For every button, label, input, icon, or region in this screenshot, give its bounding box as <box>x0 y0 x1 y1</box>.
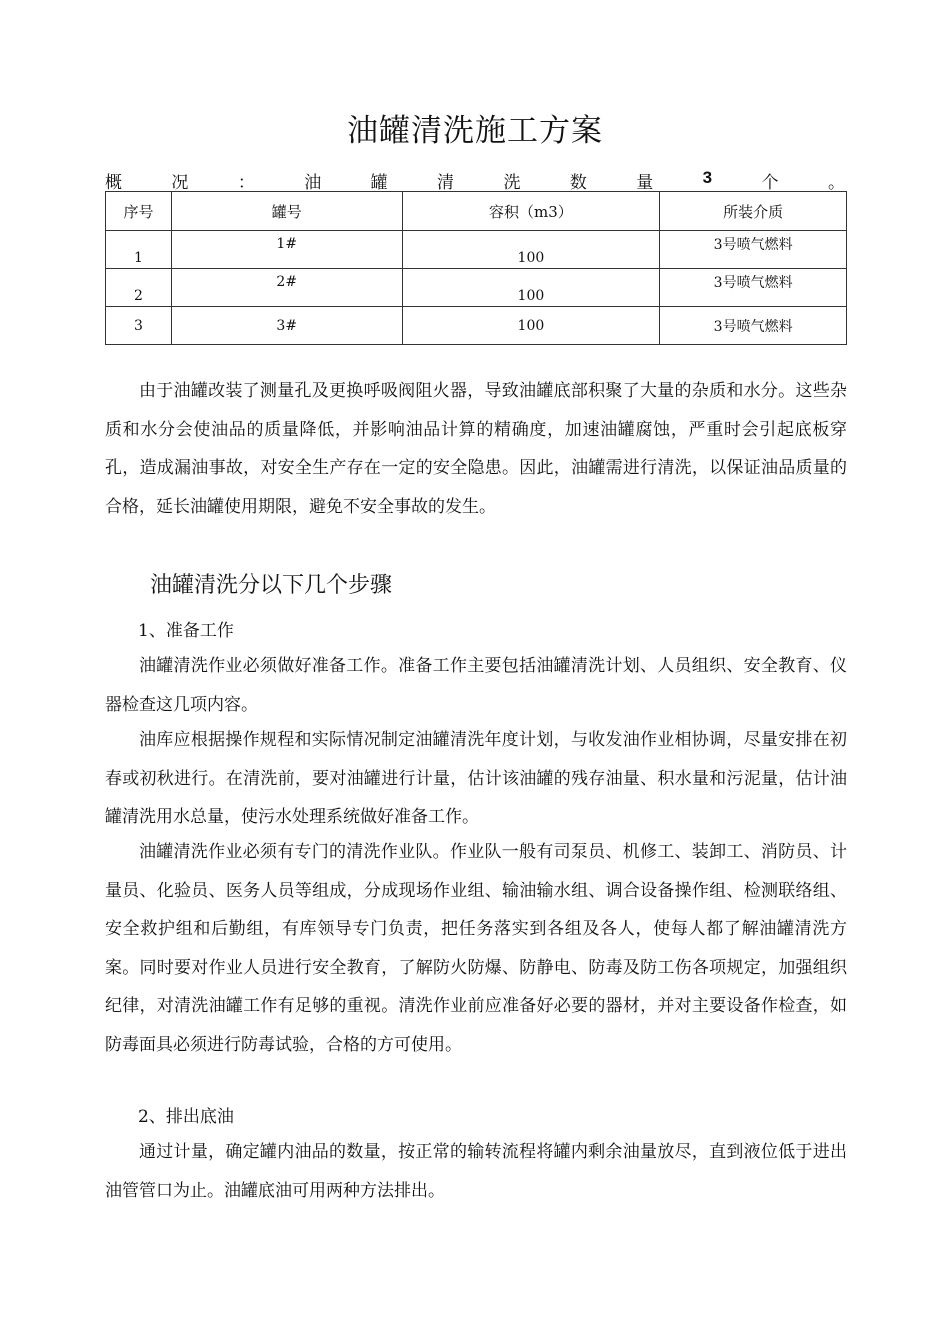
cell-no: 2 <box>106 269 172 307</box>
overview-char: 概 <box>105 173 122 193</box>
overview-char: 。 <box>827 173 845 193</box>
steps-heading: 油罐清洗分以下几个步骤 <box>150 573 393 598</box>
overview-char: 油 <box>304 173 322 193</box>
overview-char: 况 <box>171 173 189 193</box>
overview-char: 3 <box>702 168 713 187</box>
cell-medium: 3号喷气燃料 <box>660 269 847 307</box>
cell-volume: 100 <box>402 269 660 307</box>
table-row <box>106 231 847 269</box>
cell-medium: 3号喷气燃料 <box>660 307 847 345</box>
overview-char: 数 <box>569 173 587 193</box>
cell-volume: 100 <box>402 231 660 269</box>
header-tank: 罐号 <box>171 192 402 231</box>
overview-char: 个 <box>761 173 779 193</box>
cell-tank: 3# <box>171 307 402 345</box>
header-volume: 容积（m3） <box>402 192 660 231</box>
overview-char: 罐 <box>370 173 388 193</box>
cell-volume: 100 <box>402 307 660 345</box>
table-row <box>106 269 847 307</box>
step1-paragraph-1: 油罐清洗作业必须做好准备工作。准备工作主要包括油罐清洗计划、人员组织、安全教育、仪器检查这几项内容。 <box>105 656 847 715</box>
overview-char: ： <box>237 173 255 193</box>
cell-no: 1 <box>106 231 172 269</box>
document-title: 油罐清洗施工方案 <box>347 113 603 149</box>
table-header-row <box>106 192 847 231</box>
table-row <box>106 307 847 345</box>
step2-paragraph-1: 通过计量，确定罐内油品的数量，按正常的输转流程将罐内剩余油量放尽，直到液位低于进出油管管口为止。油罐底油可用两种方法排出。 <box>105 1142 847 1201</box>
step1-paragraph-2: 油库应根据操作规程和实际情况制定油罐清洗年度计划，与收发油作业相协调，尽量安排在初春或初秋进行。在清洗前，要对油罐进行计量，估计该油罐的残存油量、积水量和污泥量，估计油罐清洗用水总量，使污水处理系统做好准备工作。 <box>105 730 847 827</box>
header-no: 序号 <box>106 192 172 231</box>
header-medium: 所装介质 <box>660 192 847 231</box>
intro-paragraph: 由于油罐改装了测量孔及更换呼吸阀阻火器，导致油罐底部积聚了大量的杂质和水分。这些杂质和水分会使油品的质量降低，并影响油品计算的精确度，加速油罐腐蚀，严重时会引起底板穿孔，造成漏油事故，对安全生产存在一定的安全隐患。因此，油罐需进行清洗，以保证油品质量的合格，延长油罐使用期限，避免不安全事故的发生。 <box>105 381 847 517</box>
tank-table <box>105 191 847 345</box>
cell-no: 3 <box>106 307 172 345</box>
overview-char: 洗 <box>503 173 521 193</box>
step1-heading: 1、准备工作 <box>138 621 234 641</box>
cell-medium: 3号喷气燃料 <box>660 231 847 269</box>
overview-char: 量 <box>636 173 654 193</box>
cell-tank: 2# <box>171 269 402 307</box>
cell-tank: 1# <box>171 231 402 269</box>
step1-paragraph-3: 油罐清洗作业必须有专门的清洗作业队。作业队一般有司泵员、机修工、装卸工、消防员、计量员、化验员、医务人员等组成，分成现场作业组、输油输水组、调合设备操作组、检测联络组、安全救护组和后勤组，有库领导专门负责，把任务落实到各组及各人，使每人都了解油罐清洗方案。同时要对作业人员进行安全教育，了解防火防爆、防静电、防毒及防工伤各项规定，加强组织纪律，对清洗油罐工作有足够的重视。清洗作业前应准备好必要的器材，并对主要设备作检查，如防毒面具必须进行防毒试验，合格的方可使用。 <box>105 842 847 1055</box>
step2-heading: 2、排出底油 <box>138 1107 234 1127</box>
overview-line <box>105 168 845 192</box>
overview-char: 清 <box>437 173 455 193</box>
